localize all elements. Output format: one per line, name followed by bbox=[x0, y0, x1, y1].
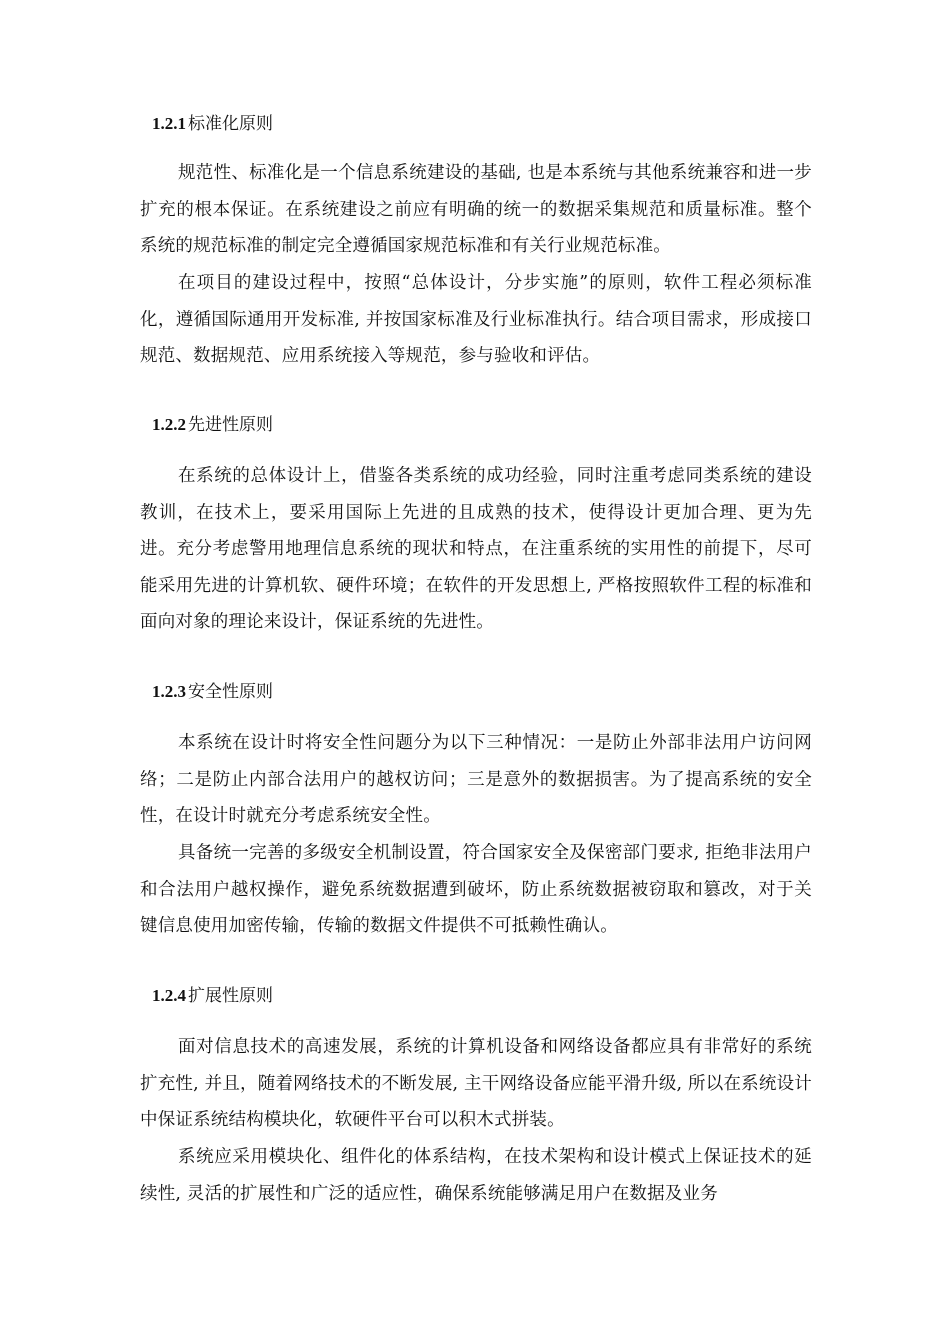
paragraph: 本系统在设计时将安全性问题分为以下三种情况：一是防止外部非法用户访问网络；二是防止内部合法用户的越权访问；三是意外的数据损害。为了提高系统的安全性，在设计时就充分考虑系统安全性。 bbox=[140, 733, 812, 826]
paragraph: 在系统的总体设计上，借鉴各类系统的成功经验，同时注重考虑同类系统的建设教训，在技术上，要采用国际上先进的且成熟的技术，使得设计更加合理、更为先进。充分考虑警用地理信息系统的现状和特点，在注重系统的实用性的前提下，尽可能采用先进的计算机软、硬件环境；在软件的开发思想上, 严格按照软件工程的标准和面向对象的理论来设计，保证系统的先进性。 bbox=[140, 466, 812, 632]
section-title: 扩展性原则 bbox=[188, 986, 273, 1006]
paragraph: 面对信息技术的高速发展，系统的计算机设备和网络设备都应具有非常好的系统扩充性, 并且，随着网络技术的不断发展, 主干网络设备应能平滑升级, 所以在系统设计中保证系统结构模块化，软硬件平台可以积木式拼装。 bbox=[140, 1037, 812, 1130]
section-number: 1.2.4 bbox=[152, 986, 186, 1005]
paragraph: 具备统一完善的多级安全机制设置，符合国家安全及保密部门要求, 拒绝非法用户和合法用户越权操作，避免系统数据遭到破坏，防止系统数据被窃取和篡改，对于关键信息使用加密传输，传输的数据文件提供不可抵赖性确认。 bbox=[140, 843, 812, 936]
paragraph: 系统应采用模块化、组件化的体系结构，在技术架构和设计模式上保证技术的延续性, 灵活的扩展性和广泛的适应性，确保系统能够满足用户在数据及业务 bbox=[140, 1147, 812, 1204]
section-heading bbox=[152, 414, 273, 436]
section-number: 1.2.2 bbox=[152, 415, 186, 434]
section-number: 1.2.1 bbox=[152, 114, 186, 133]
section-title: 标准化原则 bbox=[188, 114, 273, 134]
section-heading bbox=[152, 113, 273, 135]
section-title: 安全性原则 bbox=[188, 682, 273, 702]
paragraph: 规范性、标准化是一个信息系统建设的基础, 也是本系统与其他系统兼容和进一步扩充的根本保证。在系统建设之前应有明确的统一的数据采集规范和质量标准。整个系统的规范标准的制定完全遵循国家规范标准和有关行业规范标准。 bbox=[140, 163, 812, 256]
section-number: 1.2.3 bbox=[152, 682, 186, 701]
section-title: 先进性原则 bbox=[188, 415, 273, 435]
paragraph: 在项目的建设过程中，按照“总体设计，分步实施”的原则，软件工程必须标准化，遵循国际通用开发标准, 并按国家标准及行业标准执行。结合项目需求，形成接口规范、数据规范、应用系统接入等规范，参与验收和评估。 bbox=[140, 273, 812, 366]
section-heading bbox=[152, 681, 273, 703]
section-heading bbox=[152, 985, 273, 1007]
